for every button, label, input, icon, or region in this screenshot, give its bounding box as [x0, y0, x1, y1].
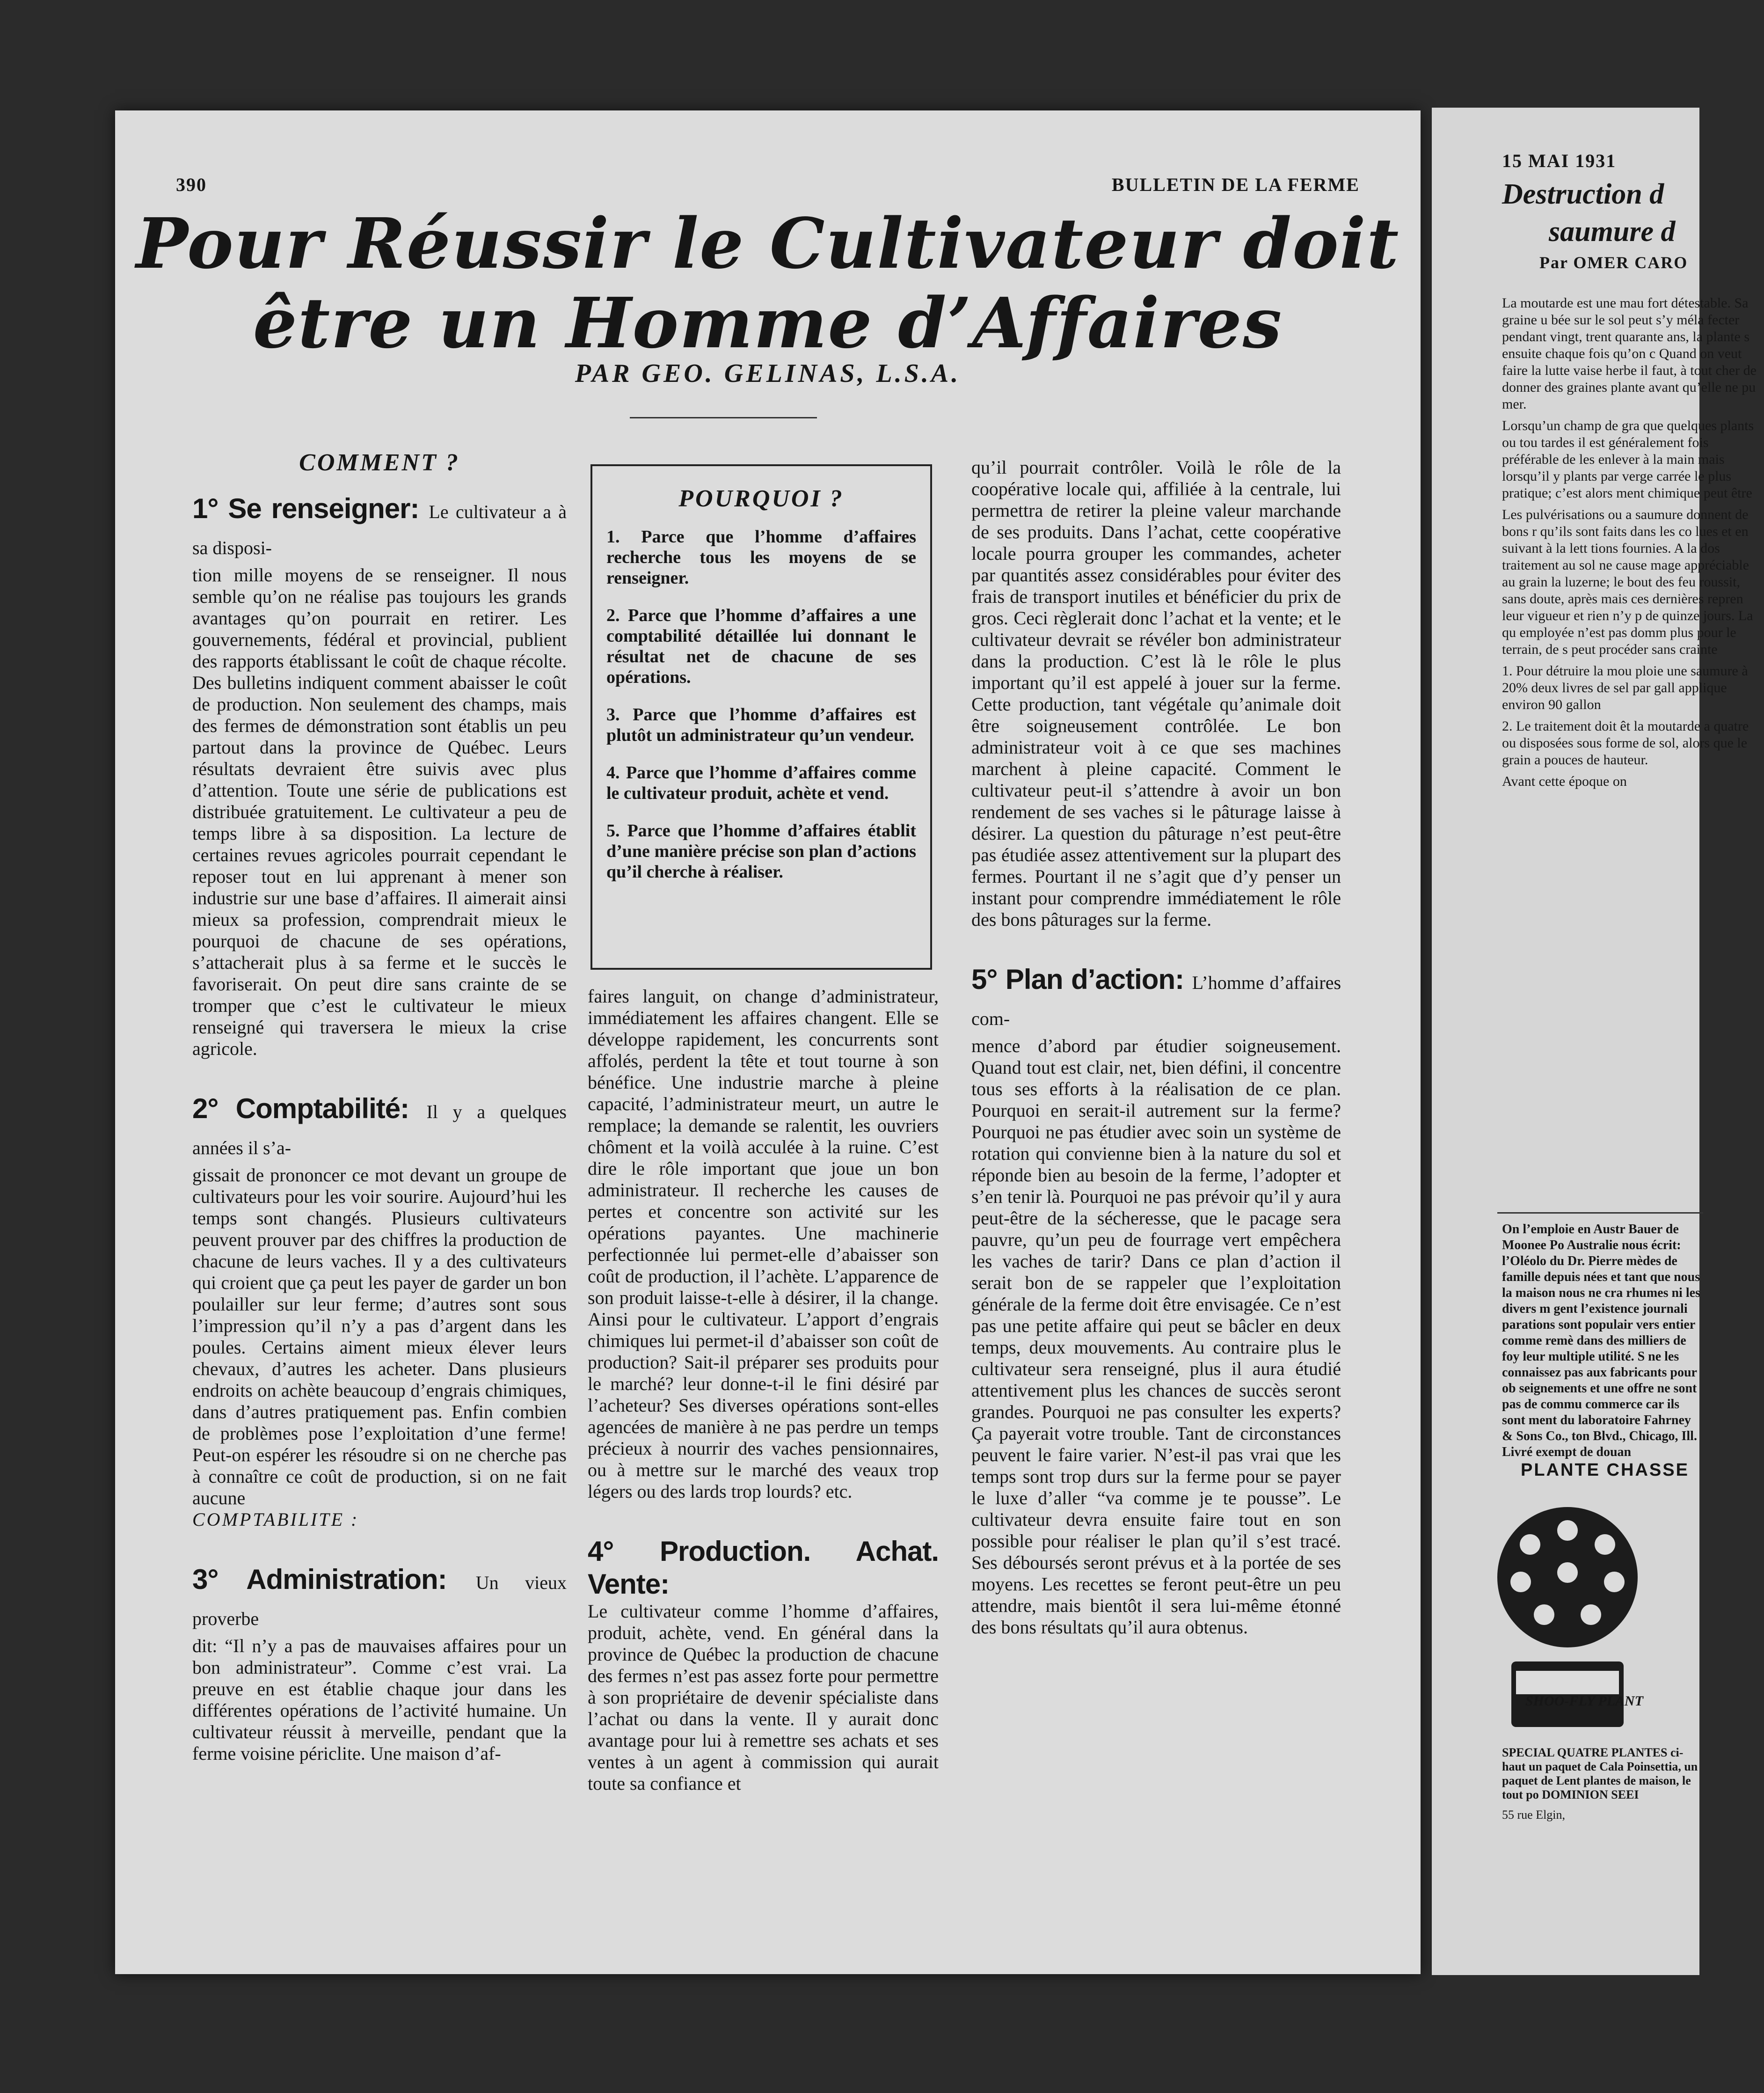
pourquoi-box — [590, 464, 932, 970]
article-title-line2: être un Homme d’Affaires — [253, 282, 1283, 364]
column-2 — [588, 986, 939, 1794]
seed-address: 55 rue Elgin, — [1502, 1808, 1566, 1822]
pourquoi-list — [606, 527, 916, 882]
seed-offer-text: SPECIAL QUATRE PLANTES ci-haut un paquet de Cala Poinsettia, un paquet de Lent plantes de maison, le tout po DOMINION SEEI — [1502, 1746, 1698, 1801]
pourquoi-item: 3. Parce que l’homme d’affaires est plutôt un administrateur qu’un vendeur. — [606, 705, 916, 745]
section-2-end: COMPTABILITE : — [192, 1509, 359, 1530]
newspaper-page — [115, 110, 1421, 1974]
section-2-body: gissait de prononcer ce mot devant un groupe de cultivateurs pour les voir sourire. Aujourd’hui les temps sont changés. Plusieurs cultivateurs peuvent prouver par des chiffres la production de chacune de leurs vaches. Il y a des cultivateurs qui croient que ça peut les payer de garder un bon poulailler sur leur ferme; d’autres sont sous l’impression qu’il n’y a pas d’argent dans les poules. Certains aiment mieux élever leurs chevaux, d’autres les acheter. Dans plusieurs endroits on achète beaucoup d’engrais chimiques, dans d’autres pratiquement pas. Enfin combien de problèmes pose l’exploitation d’une ferme! Peut-on espérer les résoudre si on ne cherche pas à connaître ce coût de production, si on ne fait aucune — [192, 1164, 567, 1508]
shoo-fly-label: SHOO-FLY PLANT — [1525, 1693, 1643, 1709]
adjacent-page — [1432, 108, 1757, 1975]
plante-chasse-title: PLANTE CHASSE — [1521, 1460, 1689, 1480]
column-3-body: qu’il pourrait contrôler. Voilà le rôle de la coopérative locale qui, affiliée à la centrale, lui permettra de retirer la pleine valeur marchande de ses produits. Dans l’achat, cette coopérative locale pourra grouper les commandes, acheter par quantités assez considérables pour éviter des frais de transport inutiles et bénéficier du prix de gros. Ceci règlerait donc l’achat et la vente; et le cultivateur devrait se révéler bon administrateur dans la production. C’est là le rôle le plus important qu’il est appelé à jouer sur la ferme. Cette production, tant végétale qu’animale doit être soigneusement contrôlée. Le bon administrateur voit à ce que ses machines marchent à pleine capacité. Comment le cultivateur peut-il s’attendre à avoir un bon rendement de ses vaches si le pâturage laisse à désirer. La question du pâturage n’est peut-être pas étudiée assez attentivement sur la plupart des fermes. Pourtant il ne s’agit que d’y penser un instant pour comprendre immédiatement le rôle des bons pâturages sur la ferme. — [971, 457, 1341, 930]
section-3-title: 3° Administration: — [192, 1564, 447, 1595]
right-body-6: Avant cette époque on — [1502, 774, 1627, 789]
oleolo-ad: On l’emploie en Austr Bauer de Moonee Po Australie nous écrit: l’Oléolo du Dr. Pierre mèdes de famille depuis nées et tant que nous la maison nous ne cra rhumes ni les divers m gent l’existence journali parations sont populair vers entier comme remè dans des milliers de foy leur multiple utilité. S ne les connaissez pas aux fabricants pour ob seignements et une offre ne sont pas de commu commerce car ils sont ment du laboratoire Fahrney & Sons Co., ton Blvd., Chicago, Ill. Livré exempt de douan — [1502, 1222, 1700, 1459]
bulletin-header: BULLETIN DE LA FERME — [1111, 174, 1360, 195]
right-article-text — [1502, 295, 1764, 795]
section-2-intro: Il y a quelques années il s’a- — [192, 1101, 567, 1158]
right-page-date: 15 MAI 1931 — [1502, 150, 1617, 171]
article-byline: PAR GEO. GELINAS, L.S.A. — [575, 359, 961, 388]
section-5-title: 5° Plan d’action: — [971, 964, 1184, 995]
section-2-heading — [192, 1092, 567, 1164]
right-body-5: 2. Le traitement doit êt la moutarde a quatre ou disposées sous forme de sol, alors que le grain a pouces de hauteur. — [1502, 718, 1749, 768]
right-article-title-2: saumure d — [1549, 216, 1676, 248]
column-3 — [971, 457, 1341, 1638]
section-5-intro: L’homme d’affaires com- — [971, 972, 1341, 1029]
column-2-body: faires languit, on change d’administrateur, immédiatement les affaires changent. Elle se développe rapidement, les concurrents sont affolés, perdent la tête et tout tourne à son bénéfice. Une industrie marche à pleine capacité, l’administrateur meurt, un autre le remplace; la demande se ralentit, les ouvriers chôment et la voilà acculée à la ruine. C’est dire le rôle important que joue un bon administrateur. Il recherche les causes de pertes et concentre son activité sur les opérations payantes. Une machinerie perfectionnée lui permet-elle d’abaisser son coût de production, il l’achète. L’apparence de son produit laisse-t-elle à désirer, il la change. Ainsi pour le cultivateur. L’apport d’engrais chimiques lui permet-il d’abaisser son coût de production? Sait-il préparer ses produits pour le marché? leur donne-t-il le fini désiré par l’acheteur? Ses diverses opérations sont-elles agencées de manière à ne pas perdre un temps précieux à nourrir des vaches pensionnaires, ou à mettre sur le marché des veaux trop légers ou des lards trop lourds? etc. — [588, 986, 939, 1502]
pourquoi-item: 4. Parce que l’homme d’affaires comme le cultivateur produit, achète et vend. — [606, 763, 916, 803]
ad-divider — [1497, 1212, 1703, 1214]
right-article-title-1: Destruction d — [1502, 178, 1664, 210]
article-title-line1: Pour Réussir le Cultivateur doit — [136, 203, 1400, 284]
right-article-byline: Par OMER CARO — [1539, 253, 1688, 272]
pourquoi-item: 1. Parce que l’homme d’affaires recherche tous les moyens de se renseigner. — [606, 527, 916, 588]
divider-rule — [630, 417, 817, 418]
section-2-title: 2° Comptabilité: — [192, 1093, 409, 1124]
pourquoi-item: 5. Parce que l’homme d’affaires établit d’une manière précise son plan d’actions qu’il cherche à réaliser. — [606, 821, 916, 882]
section-5-heading — [971, 963, 1341, 1035]
section-3-intro: Un vieux proverbe — [192, 1572, 567, 1629]
section-5-body: mence d’abord par étudier soigneusement. Quand tout est clair, net, bien défini, il concentre tous ses efforts à la réalisation de ce plan. Pourquoi en serait-il autrement sur la ferme? Pourquoi ne pas étudier avec soin un système de rotation qui convienne bien à la nature du sol et réponde bien au besoin de la ferme, l’adopter et s’en tenir là. Pourquoi ne pas prévoir qu’il y aura peut-être de la sécheresse, que le pacage sera pauvre, qu’un peu de fourrage vert empêchera les vaches de tarir? Dans ce plan d’action il serait bon de se rappeler que l’exploitation générale de la ferme doit être envisagée. Ce n’est pas une petite affaire qui peut se bâcler en deux temps, deux mouvements. Au contraire plus le cultivateur sera renseigné, plus il aura étudié attentivement plus les chances de succès seront grandes. Pourquoi ne pas consulter les experts? Ça payerait votre trouble. Tant de circonstances peuvent le faire varier. N’est-il pas vrai que les temps sont trop durs sur la ferme pour se payer le luxe d’aller “va comme je te pousse”. Le cultivateur devra ensuite faire tout en son possible pour réaliser le plan qu’il s’est tracé. Ses déboursés seront prévus et à la portée de ses moyens. Les recettes se feront peut-être un peu attendre, mais bientôt il sera lui-même étonné des bons résultats qu’il aura obtenus. — [971, 1035, 1341, 1638]
right-body-1: La moutarde est une mau fort détestable. Sa graine u bée sur le sol peut s’y méla fecter pendant vingt, trent quarante ans, la plante s ensuite chaque fois qu’on c Quand on veut faire la lutte vaise herbe il faut, à tout cher de donner des graines plante avant qu’elle ne pu mer. — [1502, 295, 1757, 412]
column-1 — [192, 449, 567, 1764]
section-3-body: dit: “Il n’y a pas de mauvaises affaires pour un bon administrateur”. Comme c’est vrai. La preuve en est établie chaque jour dans les différentes opérations de l’activité humaine. Un cultivateur réussit à merveille, pendant que la ferme voisine périclite. Une maison d’af- — [192, 1635, 567, 1764]
comment-heading: COMMENT ? — [299, 449, 460, 476]
pourquoi-heading: POURQUOI ? — [678, 485, 844, 512]
section-4-body: Le cultivateur comme l’homme d’affaires, produit, achète, vend. En général dans la province de Québec la production de chacune des fermes n’est pas assez forte pour permettre à son propriétaire de devenir spécialiste dans l’achat ou dans la vente. Il y aurait donc avantage pour lui à remettre ses achats et ses ventes à un agent à commission qui aurait toute sa confiance et — [588, 1601, 939, 1794]
section-1-title: 1° Se renseigner: — [192, 493, 419, 524]
section-4-heading: 4° Production. Achat. Vente: — [588, 1536, 939, 1600]
section-1-body: tion mille moyens de se renseigner. Il nous semble qu’on ne réalise pas toujours les grands avantages qu’on pourrait en retirer. Les gouvernements, fédéral et provincial, publient des rapports établissant le coût de chaque récolte. Des bulletins indiquent comment abaisser le coût de production. Non seulement des champs, mais des fermes de démonstration sont établis un peu partout dans la province de Québec. Leurs résultats devraient être suivis avec plus d’attention. Toute une série de publications est distribuée gratuitement. Le cultivateur a peu de temps libre à sa disposition. La lecture de certaines revues agricoles pourrait cependant le reposer tout en lui apprenant à mener son industrie sur une base d’affaires. Il aimerait ainsi mieux sa profession, comprendrait mieux le pourquoi de chacune de ses opérations, s’attacherait plus à sa ferme et le succès le favoriserait. On peut dire sans crainte de se tromper que c’est le cultivateur le mieux renseigné qui traversera le mieux la crise agricole. — [192, 564, 567, 1059]
right-body-4: 1. Pour détruire la mou ploie une saumure à 20% deux livres de sel par gall applique environ 90 gallon — [1502, 663, 1748, 712]
section-1-intro: Le cultivateur a à sa disposi- — [192, 501, 567, 558]
right-body-3: Les pulvérisations ou a saumure donnent de bons r qu’ils sont faits dans les co lues et en suivant à la lett tions fournies. A la dos traitement au sol ne cause mage appréciable au grain la luzerne; le bout des feu roussit, sans doute, après mais ces dernières repren leur vigueur et rien n’y p de quinze jours. La qu employée n’est pas domm plus pour le terrain, de s peut procéder sans crainte — [1502, 507, 1753, 657]
pourquoi-item: 2. Parce que l’homme d’affaires a une comptabilité détaillée lui donnant le résultat net de chacune de ses opérations. — [606, 606, 916, 687]
right-body-2: Lorsqu’un champ de gra que quelques plants ou tou tardes il est généralement fois préférable de les enlever à la main mais lorsqu’il y plants par verge carrée le plus pratique; c’est alors ment chimique peut être — [1502, 418, 1754, 501]
section-1-heading — [192, 492, 567, 564]
section-3-heading — [192, 1563, 567, 1635]
page-number: 390 — [176, 174, 207, 195]
